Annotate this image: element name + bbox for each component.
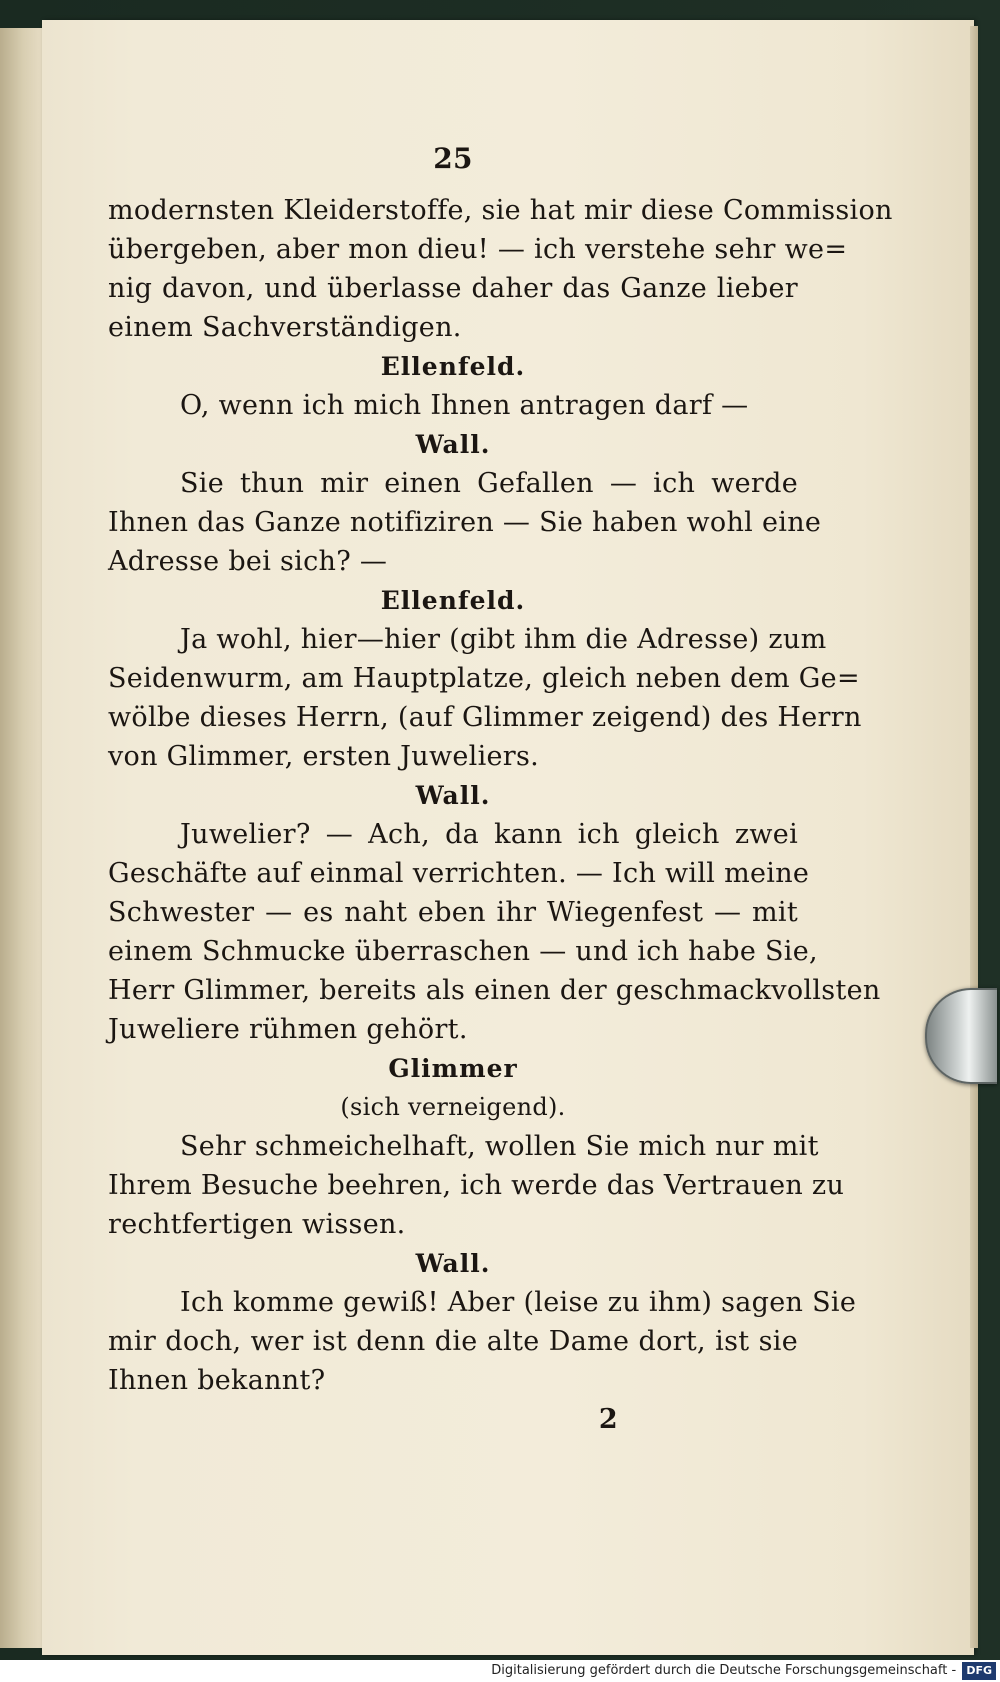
text-line: Herr Glimmer, bereits als einen der geschmackvollsten <box>108 975 881 1006</box>
speaker-name: Ellenfeld. <box>380 352 526 381</box>
digitization-footer <box>0 1660 1000 1682</box>
previous-page-edge <box>0 28 43 1648</box>
speaker-name: Ellenfeld. <box>380 586 526 615</box>
speaker-name: Wall. <box>415 430 491 459</box>
text-line: Schwester — es naht eben ihr Wiegenfest — mit <box>108 897 798 928</box>
text-line: Adresse bei sich? — <box>108 546 388 577</box>
text-line: einem Schmucke überraschen — und ich habe Sie, <box>108 936 818 967</box>
text-line: Ihrem Besuche beehren, ich werde das Vertrauen zu <box>108 1170 845 1201</box>
text-line: Ja wohl, hier—hier (gibt ihm die Adresse) zum <box>180 624 827 655</box>
text-line: O, wenn ich mich Ihnen antragen darf — <box>180 390 749 421</box>
text-line: Geschäfte auf einmal verrichten. — Ich will meine <box>108 858 810 889</box>
text-line: nig davon, und überlasse daher das Ganze lieber <box>108 273 798 304</box>
text-lines <box>108 191 893 1400</box>
dfg-logo-badge: DFG <box>962 1662 996 1680</box>
speaker-name: Glimmer <box>388 1054 518 1083</box>
text-line: mir doch, wer ist denn die alte Dame dort, ist sie <box>108 1326 798 1357</box>
page-stack-edge <box>970 26 978 1648</box>
text-line: übergeben, aber mon dieu! — ich verstehe sehr we= <box>108 234 848 265</box>
text-line: rechtfertigen wissen. <box>108 1209 406 1240</box>
speaker-name: Wall. <box>415 1249 491 1278</box>
text-line: Ihnen das Ganze notifiziren — Sie haben wohl eine <box>108 507 822 538</box>
stage-direction: (sich verneigend). <box>340 1093 566 1121</box>
text-line: Sie thun mir einen Gefallen — ich werde <box>180 468 798 499</box>
text-line: Seidenwurm, am Hauptplatze, gleich neben dem Ge= <box>108 663 860 694</box>
page-text <box>108 128 893 1440</box>
text-line: Juwelier? — Ach, da kann ich gleich zwei <box>180 819 798 850</box>
speaker-name: Wall. <box>415 781 491 810</box>
text-line: einem Sachverständigen. <box>108 312 462 343</box>
text-line: Sehr schmeichelhaft, wollen Sie mich nur mit <box>180 1131 819 1162</box>
text-line: modernsten Kleiderstoffe, sie hat mir diese Commission <box>108 195 893 226</box>
text-line: Ich komme gewiß! Aber (leise zu ihm) sagen Sie <box>180 1287 857 1318</box>
text-line: Juweliere rühmen gehört. <box>108 1014 468 1045</box>
page-number: 25 <box>433 142 473 175</box>
text-line: wölbe dieses Herrn, (auf Glimmer zeigend) des Herrn <box>108 702 862 733</box>
text-line: von Glimmer, ersten Juweliers. <box>108 741 540 772</box>
text-line: Ihnen bekannt? <box>108 1365 326 1396</box>
signature-mark: 2 <box>598 1404 618 1435</box>
footer-credit: Digitalisierung gefördert durch die Deutsche Forschungsgemeinschaft - <box>491 1663 957 1678</box>
